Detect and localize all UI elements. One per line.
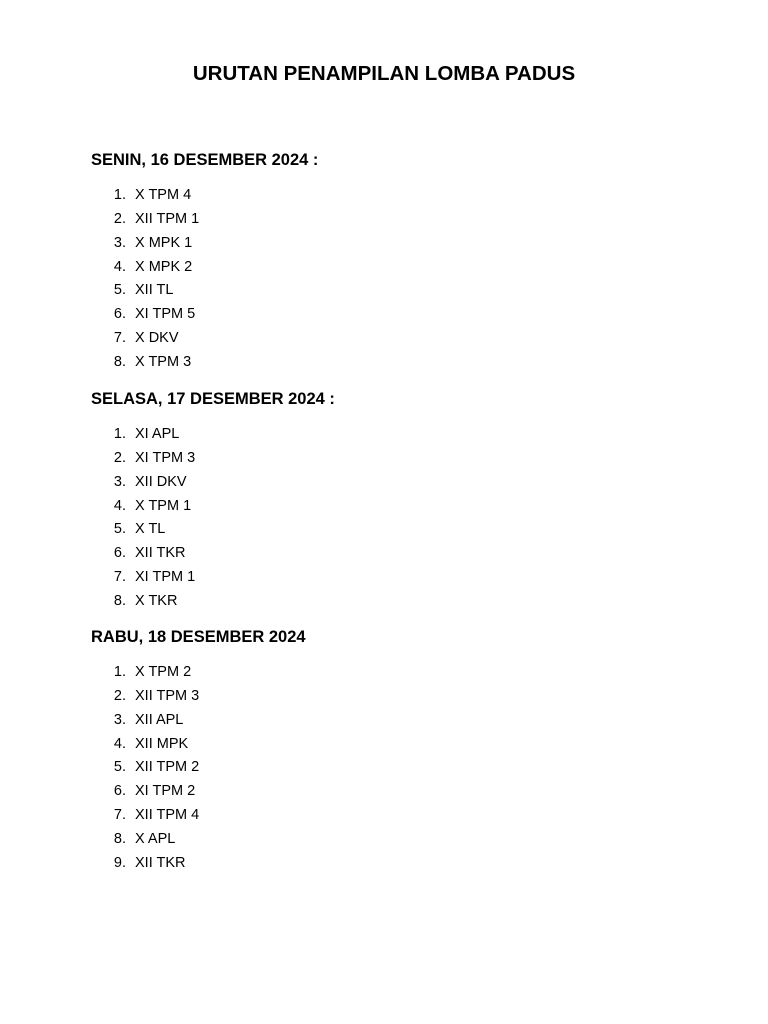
item-number: 2. <box>113 687 126 704</box>
item-number: 1. <box>113 426 126 442</box>
item-number: 3. <box>113 711 126 728</box>
item-class-name: X APL <box>135 830 176 847</box>
item-class-name: XII TKR <box>135 545 186 562</box>
item-number: 1. <box>113 664 126 680</box>
item-class-name: X TPM 2 <box>135 664 192 680</box>
item-number: 2. <box>113 449 126 466</box>
item-class-name: X TKR <box>135 592 178 609</box>
item-class-name: X TPM 4 <box>135 187 192 203</box>
item-class-name: XI TPM 2 <box>135 783 196 800</box>
item-class-name: X TL <box>135 521 166 538</box>
item-number: 8. <box>113 592 126 609</box>
item-class-name: XII TL <box>135 282 174 299</box>
day-heading-senin: SENIN, 16 DESEMBER 2024 : <box>91 151 319 169</box>
item-class-name: X TPM 3 <box>135 353 192 370</box>
item-number: 3. <box>113 234 126 251</box>
day-heading-rabu: RABU, 18 DESEMBER 2024 <box>91 628 306 646</box>
item-class-name: XII TPM 4 <box>135 807 200 824</box>
item-class-name: XII TPM 3 <box>135 687 200 704</box>
item-class-name: XII DKV <box>135 473 187 490</box>
item-class-name: XI TPM 1 <box>135 569 196 586</box>
item-class-name: X MPK 2 <box>135 258 193 275</box>
item-number: 4. <box>113 258 126 275</box>
item-number: 4. <box>113 497 126 514</box>
item-class-name: X DKV <box>135 330 179 347</box>
item-class-name: XII TKR <box>135 854 186 871</box>
item-number: 5. <box>113 521 126 538</box>
item-number: 7. <box>113 569 126 586</box>
item-number: 6. <box>113 306 126 323</box>
page-title: URUTAN PENAMPILAN LOMBA PADUS <box>192 62 576 85</box>
item-number: 5. <box>113 759 126 776</box>
item-number: 5. <box>113 282 126 299</box>
item-number: 8. <box>113 830 126 847</box>
item-number: 4. <box>113 735 126 752</box>
day-heading-selasa: SELASA, 17 DESEMBER 2024 : <box>91 390 335 408</box>
item-number: 6. <box>113 545 126 562</box>
item-class-name: X TPM 1 <box>135 497 192 514</box>
item-number: 9. <box>113 854 126 871</box>
item-number: 8. <box>113 353 126 370</box>
item-number: 7. <box>113 807 126 824</box>
item-class-name: XII APL <box>135 711 184 728</box>
item-class-name: XII TPM 2 <box>135 759 200 776</box>
item-class-name: XII MPK <box>135 735 189 752</box>
item-class-name: XI TPM 5 <box>135 306 196 323</box>
item-class-name: XII TPM 1 <box>135 210 200 227</box>
item-number: 3. <box>113 473 126 490</box>
item-number: 1. <box>113 187 126 203</box>
item-class-name: X MPK 1 <box>135 234 193 251</box>
item-number: 7. <box>113 330 126 347</box>
item-number: 2. <box>113 210 126 227</box>
item-number: 6. <box>113 783 126 800</box>
item-class-name: XI TPM 3 <box>135 449 196 466</box>
item-class-name: XI APL <box>135 426 180 442</box>
